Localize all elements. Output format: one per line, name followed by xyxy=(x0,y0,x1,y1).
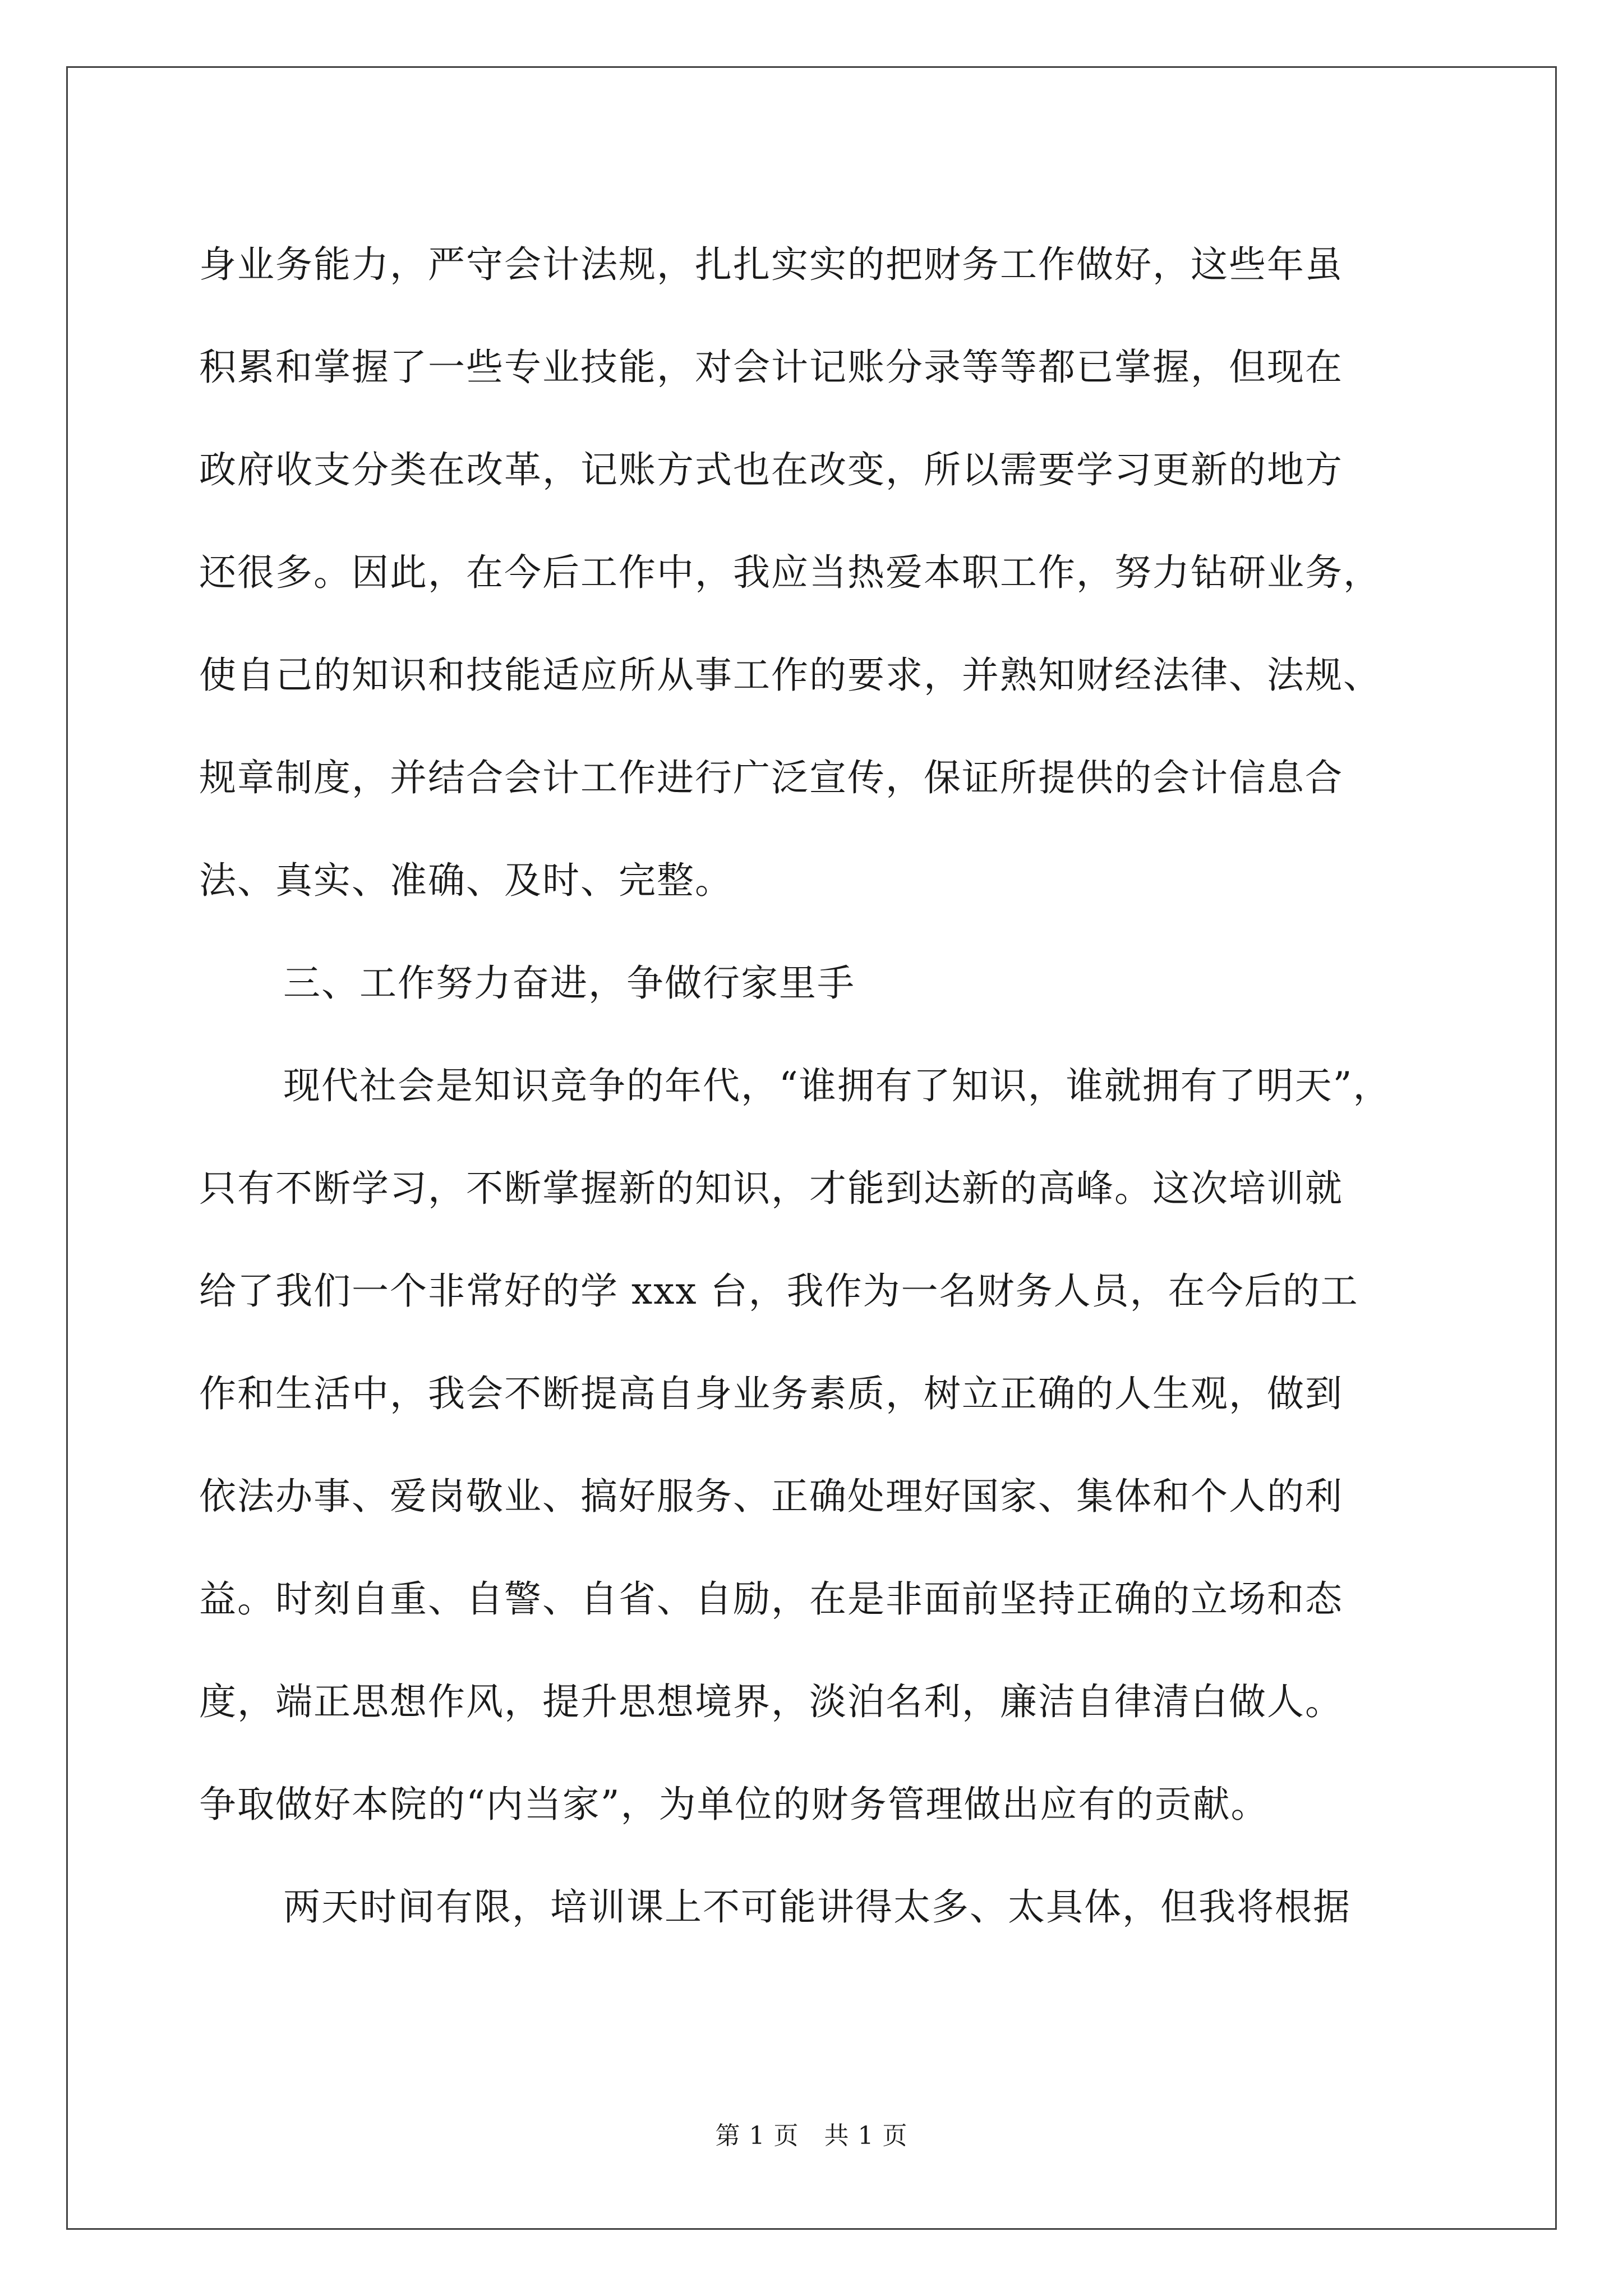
text-line: 政府收支分类在改革，记账方式也在改变，所以需要学习更新的地方 xyxy=(199,448,1343,491)
text-line: 依法办事、爱岗敬业、搞好服务、正确处理好国家、集体和个人的利 xyxy=(199,1475,1343,1518)
text-line: 还很多。因此，在今后工作中，我应当热爱本职工作，努力钻研业务， xyxy=(199,551,1381,594)
text-line: 规章制度，并结合会计工作进行广泛宣传，保证所提供的会计信息合 xyxy=(199,756,1343,799)
document-body xyxy=(199,213,1467,1958)
text-line: 作和生活中，我会不断提高自身业务素质，树立正确的人生观，做到 xyxy=(199,1372,1343,1415)
text-line: 法、真实、准确、及时、完整。 xyxy=(199,859,733,902)
text-line: 使自己的知识和技能适应所从事工作的要求，并熟知财经法律、法规、 xyxy=(199,654,1381,697)
text-line: 现代社会是知识竞争的年代，“谁拥有了知识，谁就拥有了明天”， xyxy=(283,1064,1391,1107)
text-line: 只有不断学习，不断掌握新的知识，才能到达新的高峰。这次培训就 xyxy=(199,1167,1343,1210)
section-heading: 三、工作努力奋进，争做行家里手 xyxy=(283,961,855,1005)
text-line: 积累和掌握了一些专业技能，对会计记账分录等等都已掌握，但现在 xyxy=(199,346,1343,389)
text-line: 益。时刻自重、自警、自省、自励，在是非面前坚持正确的立场和态 xyxy=(199,1577,1343,1621)
page-footer: 第 1 页 共 1 页 xyxy=(715,2122,908,2150)
text-line: 两天时间有限，培训课上不可能讲得太多、太具体，但我将根据 xyxy=(283,1885,1351,1929)
text-line: 度，端正思想作风，提升思想境界，淡泊名利，廉洁自律清白做人。 xyxy=(199,1680,1343,1723)
text-line: 给了我们一个非常好的学 xxx 台，我作为一名财务人员，在今后的工 xyxy=(199,1269,1359,1313)
text-line: 身业务能力，严守会计法规，扎扎实实的把财务工作做好，这些年虽 xyxy=(199,243,1343,286)
text-line: 争取做好本院的“内当家”，为单位的财务管理做出应有的贡献。 xyxy=(199,1783,1269,1826)
